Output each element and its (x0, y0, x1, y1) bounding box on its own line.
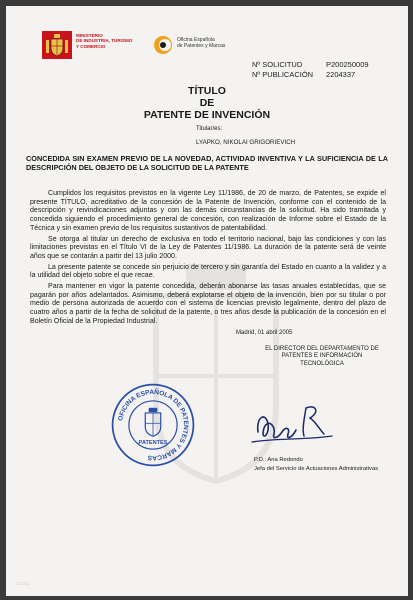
solicitud-label: Nº SOLICITUD (252, 60, 303, 69)
body-text (30, 190, 386, 329)
title-line: TÍTULO (188, 85, 226, 97)
solicitud-value: P200250009 (326, 60, 369, 69)
titular-label: Titular/es: (196, 126, 223, 132)
form-code-mark: ▭▭▭ (16, 581, 31, 587)
oepm-emblem-icon (153, 35, 173, 55)
concession-heading: CONCEDIDA SIN EXAMEN PREVIO DE LA NOVEDAD, ACTIVIDAD INVENTIVA Y LA SUFICIENCIA DE LA DESCRIPCIÓN DEL OBJETO DE LA SOLICITUD DE LA PATENTE (26, 154, 388, 172)
ministry-line: DE INDUSTRIA, TURISMO (76, 38, 133, 44)
director-line: EL DIRECTOR DEL DEPARTAMENTO DE (265, 346, 379, 352)
document-page (6, 6, 408, 596)
reference-numbers (252, 60, 369, 80)
paragraph: La presente patente se concede sin perjuicio de tercero y sin garantía del Estado en cuanto a la validez y a la utilidad del objeto sobre el que recae. (30, 263, 386, 280)
ministry-logo (42, 31, 142, 59)
title-line: PATENTE DE INVENCIÓN (143, 109, 271, 121)
seal-center-text: PATENTES (138, 439, 168, 446)
spain-crest-icon (42, 31, 72, 59)
paragraph: Cumplidos los requisitos previstos en la vigente Ley 11/1986, de 20 de marzo, de Patentes, se expide el presente TÍTULO, acreditativo de la concesión de la Patente de Invención, conforme con el contenido de la descripción y reivindicaciones adjuntas y con las demás circunstancias de la solicitud. Ha sido tramitada y concedida siguiendo el procedimiento general de concesión, con realización de Informe sobre el Estado de la Técnica y sin examen previo de los requisitos sustantivos de patentabilidad. (30, 190, 386, 232)
signatory-block (254, 456, 378, 474)
ministry-line: Y COMERCIO (76, 43, 106, 49)
director-title (262, 346, 382, 368)
director-line: TECNOLÓGICA (300, 360, 344, 367)
oepm-line: de Patentes y Marcas (177, 43, 226, 49)
official-seal-icon (110, 382, 196, 468)
signatory-line: Jefa del Servicio de Actuaciones Administrativas (254, 465, 379, 472)
paragraph: Se otorga al titular un derecho de exclusiva en todo el territorio nacional, bajo las condiciones y con las limitaciones previstas en el Título VI de la Ley de Patentes 11/1986. La duración de la patente será de veinte años que se contarán a partir del 13 julio 2000. (30, 235, 386, 260)
signatory-line: P.D.: Ana Redondo (254, 457, 303, 463)
issue-date: Madrid, 01 abril 2005 (236, 330, 293, 336)
oepm-logo (153, 31, 263, 59)
title-line: DE (199, 97, 215, 109)
document-title (6, 85, 408, 121)
oepm-line: Oficina Española (177, 37, 215, 43)
handwritten-signature (246, 398, 336, 450)
director-line: PATENTES E INFORMACIÓN (281, 353, 363, 360)
seal-ring-text: OFICINA ESPAÑOLA DE PATENTES Y MARCAS (117, 388, 190, 462)
paragraph: Para mantener en vigor la patente concedida, deberán abonarse las tasas anuales establecidas, que se pagarán por años adelantados. Asimismo, deberá explotarse el objeto de la invención, bien por su titular o por medio de persona autorizada de acuerdo con el sistema de licencias previsto legalmente, dentro del plazo de cuatro años a partir de la fecha de solicitud de la patente, o tres años desde la publicación de la concesión en el Boletín Oficial de la Propiedad Industrial. (30, 283, 386, 325)
holder-name: LYAPKO, NIKOLAI GRIGORIEVICH (196, 139, 296, 146)
ministry-line: MINISTERIO (76, 33, 103, 38)
publicacion-label: Nº PUBLICACIÓN (252, 70, 314, 79)
publicacion-value: 2204337 (326, 70, 356, 79)
